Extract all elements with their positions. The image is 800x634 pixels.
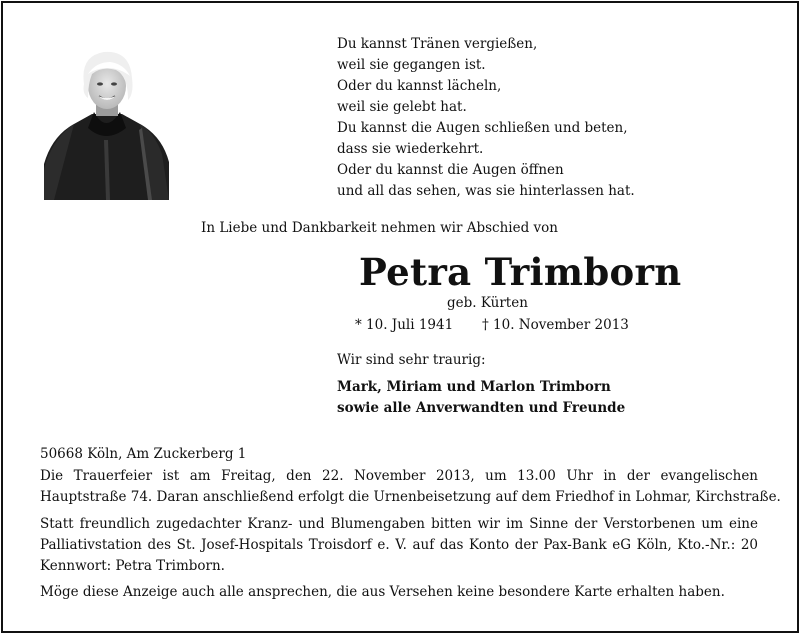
donation-keyword: Kennwort: Petra Trimborn. [40, 558, 225, 574]
donation-info [40, 514, 758, 577]
poem-line: Du kannst Tränen vergießen, [337, 36, 538, 52]
birth-date: * 10. Juli 1941 [355, 317, 454, 333]
death-date: † 10. November 2013 [482, 317, 629, 333]
funeral-line: Die Trauerfeier ist am Freitag, den 22. November 2013, um 13.00 Uhr in der evangelischen [40, 468, 758, 484]
poem-line: weil sie gelebt hat. [337, 99, 467, 115]
poem-line: weil sie gegangen ist. [337, 57, 486, 73]
closing-note [40, 582, 758, 603]
maiden-name: geb. Kürten [447, 295, 528, 311]
mourners-family: Mark, Miriam und Marlon Trimborn [337, 379, 611, 395]
portrait-photo [44, 44, 169, 200]
mourners-intro: Wir sind sehr traurig: [337, 352, 486, 368]
funeral-info [40, 466, 781, 508]
mourners-list [337, 377, 625, 419]
poem-line: Du kannst die Augen schließen und beten, [337, 120, 628, 136]
address: 50668 Köln, Am Zuckerberg 1 [40, 446, 247, 462]
poem [337, 34, 635, 202]
donation-line: Palliativstation des St. Josef-Hospitals Troisdorf e. V. auf das Konto der Pax-Bank eG Köln, Kto.-Nr.: 20 [40, 537, 758, 553]
donation-line: Statt freundlich zugedachter Kranz- und Blumengaben bitten wir im Sinne der Verstorbenen um eine [40, 516, 758, 532]
closing-line: Möge diese Anzeige auch alle ansprechen, die aus Versehen keine besondere Karte erhalten haben. [40, 584, 725, 600]
poem-line: dass sie wiederkehrt. [337, 141, 484, 157]
poem-line: Oder du kannst die Augen öffnen [337, 162, 564, 178]
funeral-line: Hauptstraße 74. Daran anschließend erfolgt die Urnenbeisetzung auf dem Friedhof in Lohmar, Kirchstraße. [40, 489, 781, 505]
poem-line: und all das sehen, was sie hinterlassen hat. [337, 183, 635, 199]
deceased-name: Petra Trimborn [359, 250, 682, 294]
mourners-relatives: sowie alle Anverwandten und Freunde [337, 400, 626, 416]
poem-line: Oder du kannst lächeln, [337, 78, 502, 94]
farewell-intro: In Liebe und Dankbarkeit nehmen wir Abschied von [201, 220, 558, 236]
